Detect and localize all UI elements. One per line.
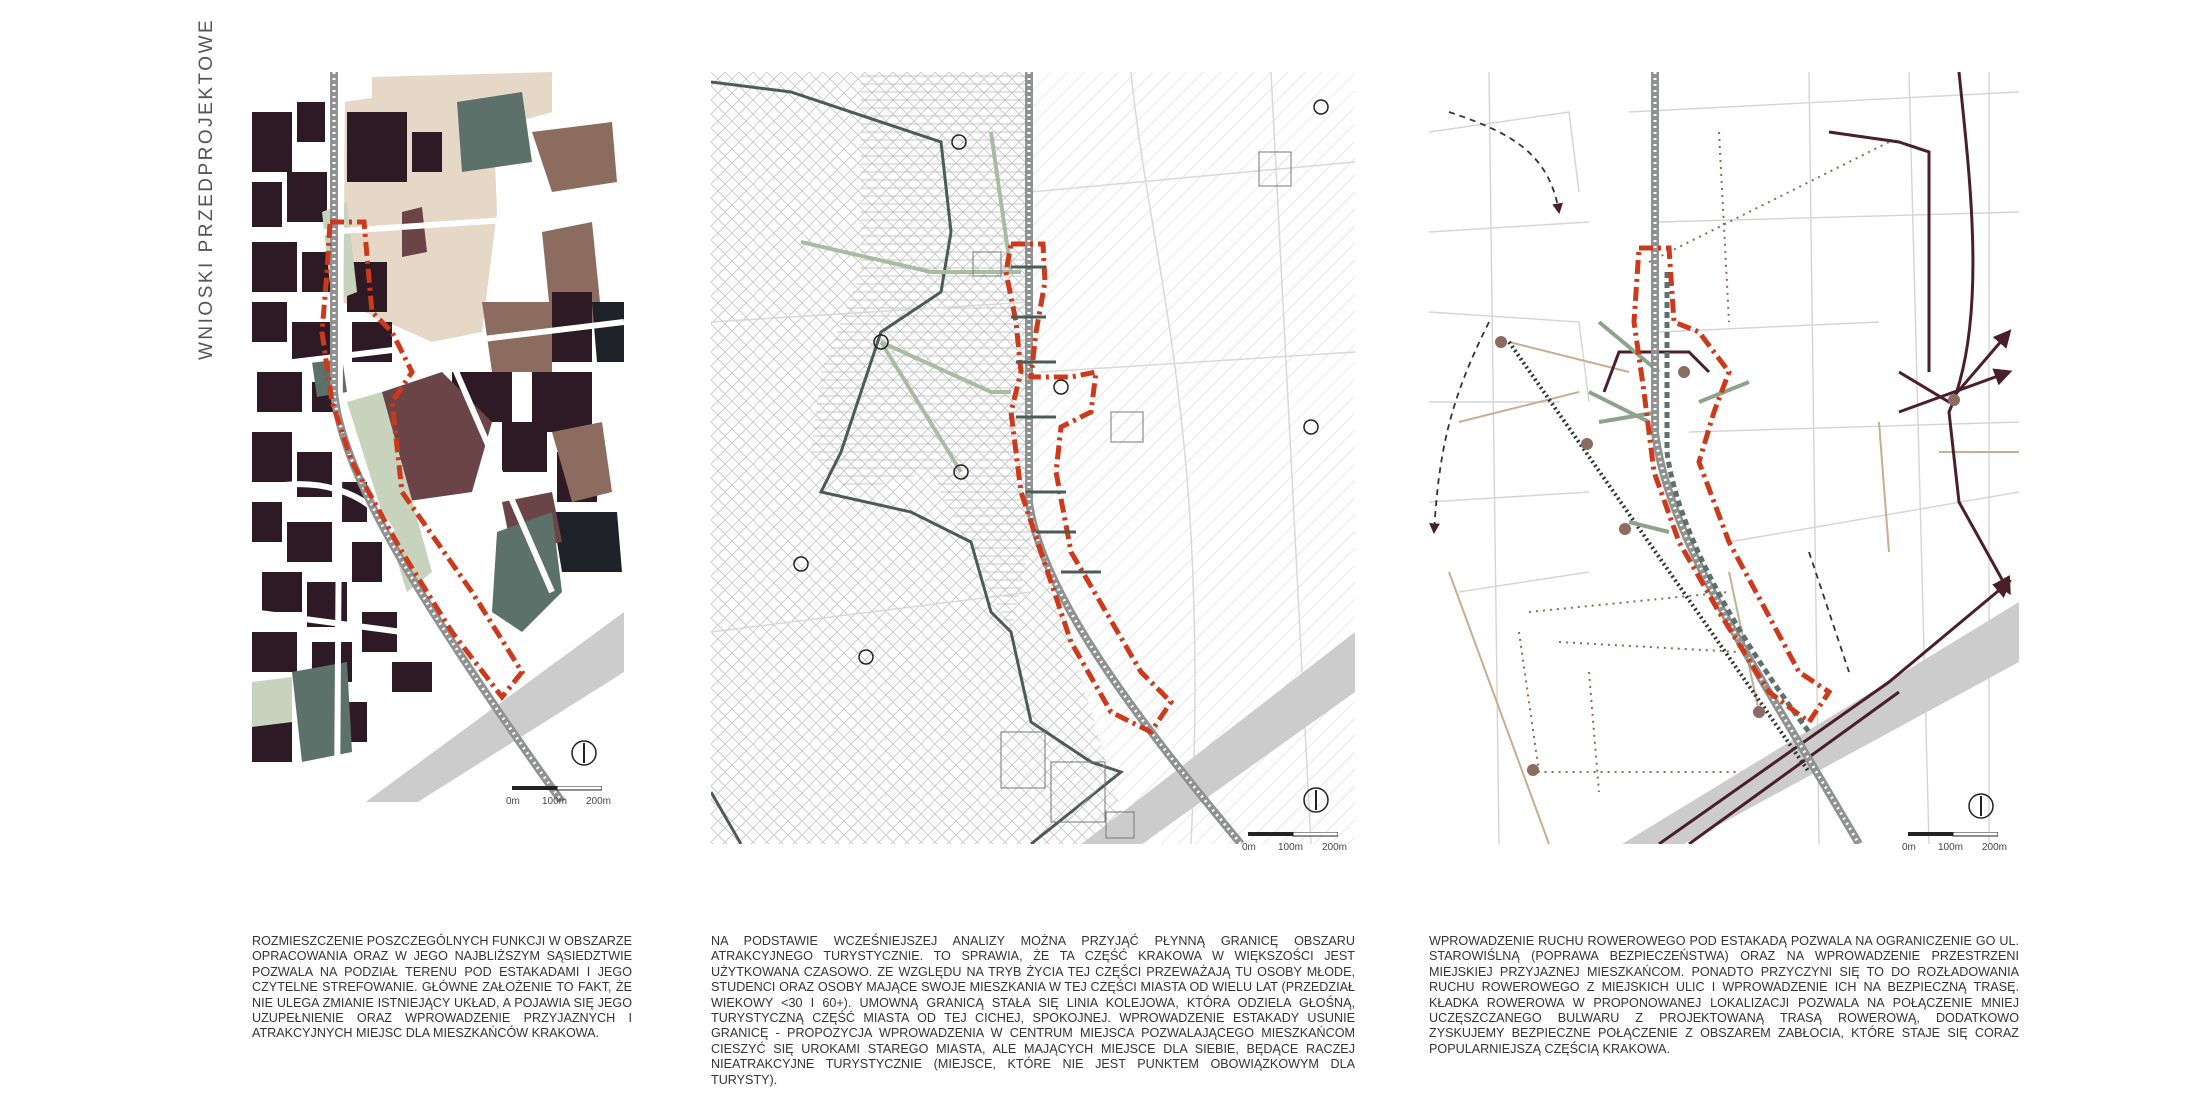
scale-label-200: 200m: [586, 796, 612, 807]
scale-label-100: 100m: [542, 796, 568, 807]
scale-bar: [1242, 832, 1348, 856]
scale-label-200: 200m: [1322, 842, 1348, 853]
tourism-description: NA PODSTAWIE WCZEŚNIEJSZEJ ANALIZY MOŻNA PRZYJĄĆ PŁYNNĄ GRANICĘ OBSZARU ATRAKCYJNEGO TURYSTYCZNIE. TO SPRAWIA, ŻE TA CZĘŚĆ KRAKOWA W WIĘKSZOŚCI JEST UŻYTKOWANA CZASOWO. ZE WZGLĘDU NA TRYB ŻYCIA TEJ CZĘŚCI PRZEWAŻAJĄ TU OSOBY MŁODE, STUDENCI ORAZ OSOBY MAJĄCE SWOJE MIESZKANIA W TEJ CZĘŚCI MIASTA OD WIELU LAT (PRZEDZIAŁ WIEKOWY <30 I 60+). UMOWNĄ GRANICĄ STAŁA SIĘ LINIA KOLEJOWA, KTÓRA ODZIELA GŁOŚNĄ, TURYSTYCZNĄ CZĘŚĆ MIASTA OD TEJ CICHEJ, SPOKOJNEJ. WPROWADZENIE ESTAKADY USUNIE GRANICĘ - PROPOZYCJA WPROWADZENIA W CENTRUM MIEJSCA POZWALAJĄCEGO MIESZKAŃCOM CIESZYĆ SIĘ UROKAMI STAREGO MIASTA, ALE MAJĄCYCH MIEJSCE DLA SIEBIE, BĘDĄCE RACZEJ NIEATRAKCYJNE TURYSTYCZNIE (MIEJSCE, KTÓRE NIE JEST PUNKTEM OBOWIĄZKOWYM DLA TURYSTY).: [711, 934, 1355, 1087]
scale-label-100: 100m: [1938, 842, 1964, 853]
page-title: WNIOSKI PRZEDPROJEKTOWE: [196, 17, 217, 360]
scale-label-100: 100m: [1278, 842, 1304, 853]
scale-label-0: 0m: [1242, 842, 1256, 853]
scale-bar: [506, 786, 612, 810]
bicycle-description: WPROWADZENIE RUCHU ROWEROWEGO POD ESTAKADĄ POZWALA NA OGRANICZENIE GO UL. STAROWIŚLNĄ (POPRAWA BEZPIECZEŃSTWA) ORAZ NA WPROWADZENIE PRZESTRZENI MIEJSKIEJ PRZYJAZNEJ MIESZKAŃCOM. PONADTO PRZYCZYNI SIĘ TO DO ROZŁADOWANIA RUCHU ROWEROWEGO Z MIEJSKICH ULIC I WPROWADZENIE ICH NA BEZPIECZNĄ TRASĘ. KŁADKA ROWEROWA W PROPONOWANEJ LOKALIZACJI POZWALA NA POŁĄCZENIE MNIEJ UCZĘSZCZANEGO BULWARU Z PROJEKTOWANĄ TRASĄ ROWEROWĄ, DODATKOWO ZYSKUJEMY BEZPIECZNE POŁĄCZENIE Z OBSZAREM ZABŁOCIA, KTÓRE STAJE SIĘ CORAZ POPULARNIEJSZĄ CZĘŚCIĄ KRAKOWA.: [1429, 934, 2019, 1056]
functions-map: [252, 72, 624, 802]
park-strip: [252, 677, 292, 727]
scale-bar: [1902, 832, 2008, 856]
tourism-map: [711, 72, 1355, 844]
scale-label-200: 200m: [1982, 842, 2008, 853]
green-area: [292, 662, 352, 762]
bicycle-map: [1429, 72, 2019, 844]
functions-description: ROZMIESZCZENIE POSZCZEGÓLNYCH FUNKCJI W OBSZARZE OPRACOWANIA ORAZ W JEGO NAJBLIŻSZYM SĄSIEDZTWIE POZWALA NA PODZIAŁ TERENU POD ESTAKADAMI I JEGO CZYTELNE STREFOWANIE. GŁÓWNE ZAŁOŻENIE TO FAKT, ŻE NIE ULEGA ZMIANIE ISTNIEJĄCY UKŁAD, A POJAWIA SIĘ JEGO UZUPEŁNIENIE ORAZ WPROWADZENIE PRZYJAZNYCH I ATRAKCYJNYCH MIEJSC DLA MIESZKAŃCÓW KRAKOWA.: [252, 934, 632, 1041]
building: [552, 512, 622, 572]
scale-label-0: 0m: [506, 796, 520, 807]
green-area: [457, 92, 532, 172]
building: [592, 302, 624, 362]
scale-label-0: 0m: [1902, 842, 1916, 853]
